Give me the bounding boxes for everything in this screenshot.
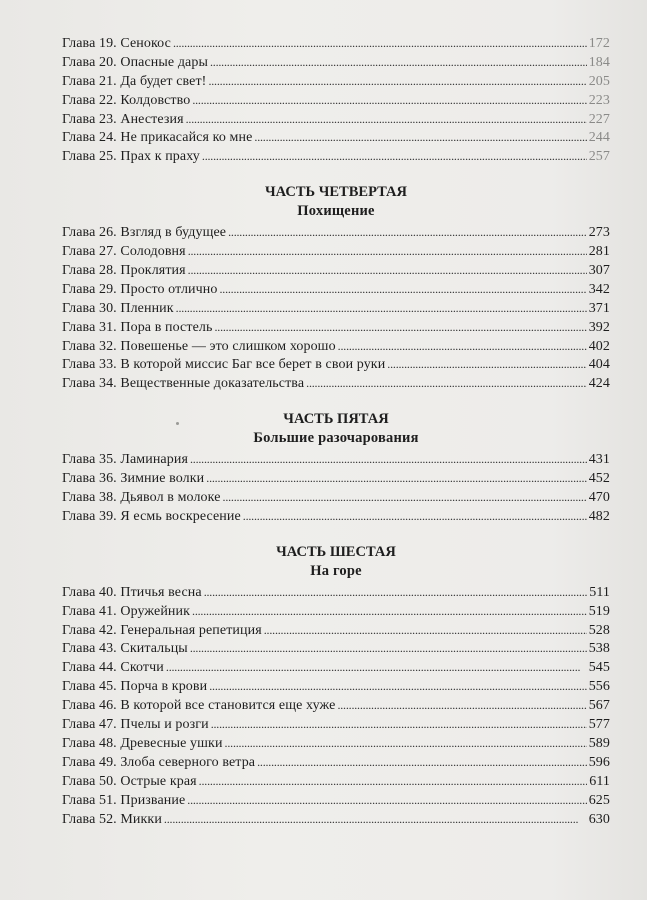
dot-leader [243,507,587,527]
dot-leader [166,658,587,678]
chapter-title: Глава 42. Генеральная репетиция [62,622,262,638]
page-number: 577 [588,717,610,733]
toc-entry [62,602,610,621]
dot-leader [225,734,587,754]
page-number: 528 [588,622,610,638]
chapter-title: Глава 33. В которой миссис Баг все берет в свои руки [62,357,386,373]
toc-entry [62,128,610,147]
page-number: 556 [588,679,610,695]
toc-entry [62,677,610,696]
section-gap [62,166,610,183]
toc-entry [62,318,610,337]
toc-entry [62,507,610,526]
toc-entry [62,621,610,640]
toc-entry [62,639,610,658]
page-number: 625 [588,792,610,808]
part-title: ЧАСТЬ ЧЕТВЕРТАЯ [265,184,407,201]
dot-leader [228,223,587,243]
toc-entry [62,791,610,810]
page-number: 402 [588,338,610,354]
toc-section-part5 [62,450,610,526]
dot-leader [208,72,586,92]
page-number: 205 [588,73,610,89]
dot-leader [187,791,586,811]
chapter-title: Глава 41. Оружейник [62,603,191,619]
part-subtitle: Похищение [297,203,375,220]
dot-leader [188,261,587,281]
toc-entry [62,242,610,261]
toc-entry [62,753,610,772]
dot-leader [202,147,587,167]
dot-leader [204,583,588,603]
chapter-title: Глава 48. Древесные ушки [62,735,223,751]
dot-leader [186,110,587,130]
toc-entry [62,147,610,166]
page-number: 392 [588,319,610,335]
page-number: 482 [588,508,610,524]
chapter-title: Глава 26. Взгляд в будущее [62,225,227,241]
part-heading [62,410,610,448]
page-number: 273 [588,225,610,241]
part-title: ЧАСТЬ ПЯТАЯ [283,411,389,428]
dot-leader [176,299,587,319]
toc-entry [62,734,610,753]
dot-leader [164,810,587,830]
page-number: 452 [588,471,610,487]
toc-entry [62,72,610,91]
dot-leader [264,621,587,641]
toc-entry [62,696,610,715]
dot-leader [337,696,586,716]
page-number: 342 [588,281,610,297]
chapter-title: Глава 36. Зимние волки [62,471,205,487]
page-number: 281 [588,244,610,260]
part-title: ЧАСТЬ ШЕСТАЯ [276,543,396,560]
toc-entry [62,810,610,829]
page-number: 567 [588,698,610,714]
chapter-title: Глава 24. Не прикасайся ко мне [62,130,253,146]
dot-leader [210,53,587,73]
dot-leader [188,242,587,262]
page-number: 307 [588,263,610,279]
toc-section-part6 [62,583,610,829]
chapter-title: Глава 22. Колдовство [62,92,191,108]
chapter-title: Глава 32. Повешенье — это слишком хорошо [62,338,336,354]
toc-entry [62,110,610,129]
dot-leader [192,91,586,111]
toc-entry [62,91,610,110]
dot-leader [219,280,586,300]
chapter-title: Глава 30. Пленник [62,300,174,316]
chapter-title: Глава 35. Ламинария [62,452,188,468]
page-number: 227 [588,111,610,127]
toc-entry [62,299,610,318]
part-heading [62,543,610,581]
part-heading [62,183,610,221]
page-number: 244 [588,130,610,146]
page-number: 589 [588,735,610,751]
toc-entry [62,658,610,677]
dot-leader [190,450,587,470]
toc-entry [62,772,610,791]
chapter-title: Глава 23. Анестезия [62,111,184,127]
section-gap [62,526,610,543]
dot-leader [338,337,587,357]
dot-leader [211,715,587,735]
toc-entry [62,488,610,507]
page-number: 519 [588,603,610,619]
chapter-title: Глава 45. Порча в крови [62,679,208,695]
chapter-title: Глава 47. Пчелы и розги [62,717,209,733]
chapter-title: Глава 19. Сенокос [62,36,171,51]
toc-entry [62,261,610,280]
toc-entry [62,469,610,488]
chapter-title: Глава 38. Дьявол в молоке [62,490,221,506]
chapter-title: Глава 52. Микки [62,811,162,827]
chapter-title: Глава 51. Призвание [62,792,186,808]
toc-entry [62,280,610,299]
dot-leader [257,753,587,773]
page-number: 257 [588,149,610,165]
chapter-title: Глава 31. Пора в постель [62,319,213,335]
toc-entry [62,223,610,242]
part-subtitle: На горе [310,562,362,579]
toc-section-top [62,34,610,166]
chapter-title: Глава 29. Просто отлично [62,281,218,297]
dot-leader [306,374,587,394]
part-subtitle: Большие разочарования [253,430,419,447]
toc-entry [62,374,610,393]
chapter-title: Глава 28. Проклятия [62,263,186,279]
dot-leader [190,639,587,659]
toc-section-part4 [62,223,610,393]
toc-entry [62,53,610,72]
page-number: 184 [588,54,610,70]
toc-entry [62,715,610,734]
page-number: 371 [588,300,610,316]
chapter-title: Глава 20. Опасные дары [62,54,208,70]
dot-leader [192,602,587,622]
section-gap [62,393,610,410]
chapter-title: Глава 27. Солодовня [62,244,186,260]
toc-entry [62,583,610,602]
dot-leader [214,318,586,338]
page-number: 511 [589,584,610,600]
page-number: 538 [588,641,610,657]
page-number: 470 [588,490,610,506]
dot-leader [206,469,586,489]
chapter-title: Глава 46. В которой все становится еще хуже [62,698,336,714]
chapter-title: Глава 44. Скотчи [62,660,164,676]
dot-leader [254,128,586,148]
toc-entry [62,337,610,356]
page-number: 404 [588,357,610,373]
toc-entry [62,34,610,53]
page-number: 630 [588,811,610,827]
chapter-title: Глава 43. Скитальцы [62,641,188,657]
chapter-title: Глава 50. Острые края [62,773,197,789]
chapter-title: Глава 21. Да будет свет! [62,73,207,89]
page-number: 596 [588,754,610,770]
page-number: 431 [588,452,610,468]
page-number: 223 [588,92,610,108]
table-of-contents [62,34,610,828]
page-number: 545 [588,660,610,676]
chapter-title: Глава 49. Злоба северного ветра [62,754,256,770]
toc-entry [62,355,610,374]
page-number: 424 [588,376,610,392]
page-number: 611 [589,773,610,789]
chapter-title: Глава 40. Птичья весна [62,584,202,600]
dot-leader [199,772,588,792]
chapter-title: Глава 34. Вещественные доказательства [62,376,305,392]
dot-leader [223,488,587,508]
page-number: 172 [588,36,610,51]
chapter-title: Глава 25. Прах к праху [62,149,200,165]
chapter-title: Глава 39. Я есмь воскресение [62,508,241,524]
dot-leader [209,677,586,697]
dot-leader [387,355,586,375]
toc-entry [62,450,610,469]
dot-leader [173,34,587,54]
